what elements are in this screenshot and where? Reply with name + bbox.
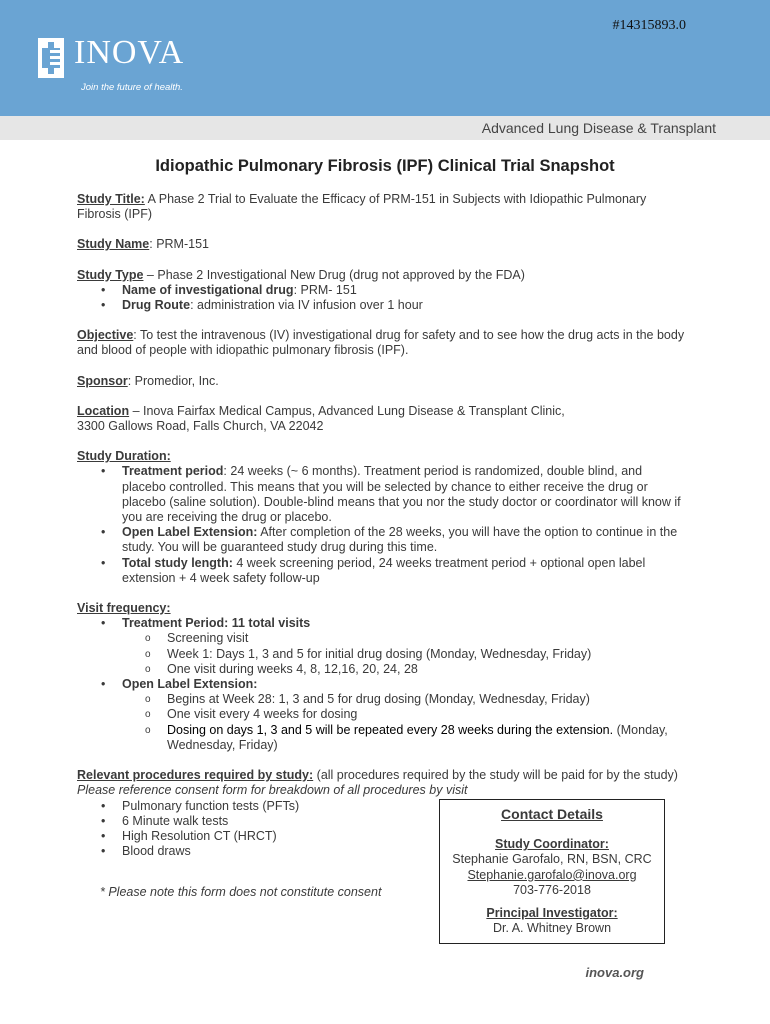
- list-item: o One visit every 4 weeks for dosing: [77, 707, 687, 722]
- document-number: #14315893.0: [612, 18, 686, 33]
- list-item: • Open Label Extension: After completion of the 28 weeks, you will have the option to continue in the study. You will be guaranteed study drug during this time.: [77, 525, 687, 555]
- list-item: • Pulmonary function tests (PFTs): [77, 799, 687, 814]
- list-item: o One visit during weeks 4, 8, 12,16, 20, 24, 28: [77, 662, 687, 677]
- document-body: [77, 192, 687, 859]
- pi-label: Principal Investigator:: [486, 906, 618, 921]
- list-item: • Drug Route: administration via IV infusion over 1 hour: [77, 298, 687, 313]
- coordinator-name: Stephanie Garofalo, RN, BSN, CRC: [452, 852, 652, 867]
- header-banner: [0, 0, 770, 116]
- visit-frequency: Visit frequency: • Treatment Period: 11 total visits o Screening visit o Week 1: Days 1, 3 and 5 for initial drug dosing (Monday, Wednesday, Friday) o One visit during weeks 4, 8, 12,16, 20, 24, 28 • Open Label Extension: o Begins at Week 28: 1, 3 and 5 for drug dosing (Monday, Wednesday, Friday) o One visit every 4 weeks for dosing o Dosing on days 1, 3 and 5 will be repeated every 28 weeks during the extension. (Monday, Wednesday, Friday): [77, 601, 687, 753]
- list-item: o Screening visit: [77, 631, 687, 646]
- list-item: • Treatment period: 24 weeks (~ 6 months). Treatment period is randomized, double blind, and placebo controlled. This means that you will be selected by chance to either receive the drug or placebo (saline solution). Double-blind means that you nor the study doctor or coordinator will know if you are receiving the drug or placebo.: [77, 464, 687, 525]
- page-title: Idiopathic Pulmonary Fibrosis (IPF) Clinical Trial Snapshot: [155, 157, 615, 175]
- list-item: • Name of investigational drug: PRM- 151: [77, 283, 687, 298]
- objective: Objective: To test the intravenous (IV) investigational drug for safety and to see how the drug acts in the body and blood of people with idiopathic pulmonary fibrosis (IPF).: [77, 328, 685, 358]
- pi-name: Dr. A. Whitney Brown: [492, 921, 612, 936]
- coordinator-label: Study Coordinator:: [495, 837, 609, 852]
- tagline: Join the future of health.: [81, 82, 183, 93]
- coordinator-phone: 703-776-2018: [513, 882, 591, 897]
- department-bar: [0, 116, 770, 140]
- study-type: Study Type – Phase 2 Investigational New Drug (drug not approved by the FDA) • Name of investigational drug: PRM- 151 • Drug Route: administration via IV infusion over 1 hour: [77, 268, 687, 314]
- department-name: Advanced Lung Disease & Transplant: [481, 120, 716, 136]
- list-item: o Begins at Week 28: 1, 3 and 5 for drug dosing (Monday, Wednesday, Friday): [77, 692, 687, 707]
- footer-website-link[interactable]: inova.org: [585, 965, 644, 980]
- list-item: • 6 Minute walk tests: [77, 814, 687, 829]
- list-item: • Blood draws: [77, 844, 687, 859]
- list-item: • Open Label Extension: o Begins at Week 28: 1, 3 and 5 for drug dosing (Monday, Wednesday, Friday) o One visit every 4 weeks for dosing o Dosing on days 1, 3 and 5 will be repeated every 28 weeks during the extension. (Monday, Wednesday, Friday): [77, 677, 687, 753]
- study-name: Study Name: PRM-151: [77, 237, 209, 252]
- consent-note: * Please note this form does not constitute consent: [100, 885, 382, 899]
- list-item: o Week 1: Days 1, 3 and 5 for initial drug dosing (Monday, Wednesday, Friday): [77, 647, 687, 662]
- list-item: o Dosing on days 1, 3 and 5 will be repeated every 28 weeks during the extension. (Monday, Wednesday, Friday): [77, 723, 687, 753]
- logo-text: INOVA: [74, 34, 185, 71]
- coordinator-email-link[interactable]: Stephanie.garofalo@inova.org: [467, 867, 637, 882]
- study-duration: Study Duration: • Treatment period: 24 weeks (~ 6 months). Treatment period is randomized, double blind, and placebo controlled. This means that you will be selected by chance to either receive the drug or placebo (saline solution). Double-blind means that you nor the study doctor or coordinator will know if you are receiving the drug or placebo. • Open Label Extension: After completion of the 28 weeks, you will have the option to continue in the study. You will be guaranteed study drug during this time. • Total study length: 4 week screening period, 24 weeks treatment period + optional open label extension + 4 week safety follow-up: [77, 449, 687, 586]
- list-item: • Total study length: 4 week screening period, 24 weeks treatment period + optional open label extension + 4 week safety follow-up: [77, 556, 687, 586]
- location: Location – Inova Fairfax Medical Campus, Advanced Lung Disease & Transplant Clinic, 3300 Gallows Road, Falls Church, VA 22042: [77, 403, 565, 434]
- list-item: • High Resolution CT (HRCT): [77, 829, 687, 844]
- sponsor: Sponsor: Promedior, Inc.: [77, 373, 219, 388]
- contact-heading: Contact Details: [501, 806, 603, 822]
- list-item: • Treatment Period: 11 total visits o Screening visit o Week 1: Days 1, 3 and 5 for initial drug dosing (Monday, Wednesday, Friday) o One visit during weeks 4, 8, 12,16, 20, 24, 28: [77, 616, 687, 677]
- contact-box: [439, 799, 665, 944]
- study-title: Study Title: A Phase 2 Trial to Evaluate the Efficacy of PRM-151 in Subjects with Idiopathic Pulmonary Fibrosis (IPF): [77, 192, 647, 222]
- procedures: Relevant procedures required by study: (all procedures required by the study will be paid for by the study) Please reference consent form for breakdown of all procedures by visit • Pulmonary function tests (PFTs) • 6 Minute walk tests • High Resolution CT (HRCT) • Blood draws: [77, 768, 687, 859]
- inova-cross-icon: [38, 38, 64, 78]
